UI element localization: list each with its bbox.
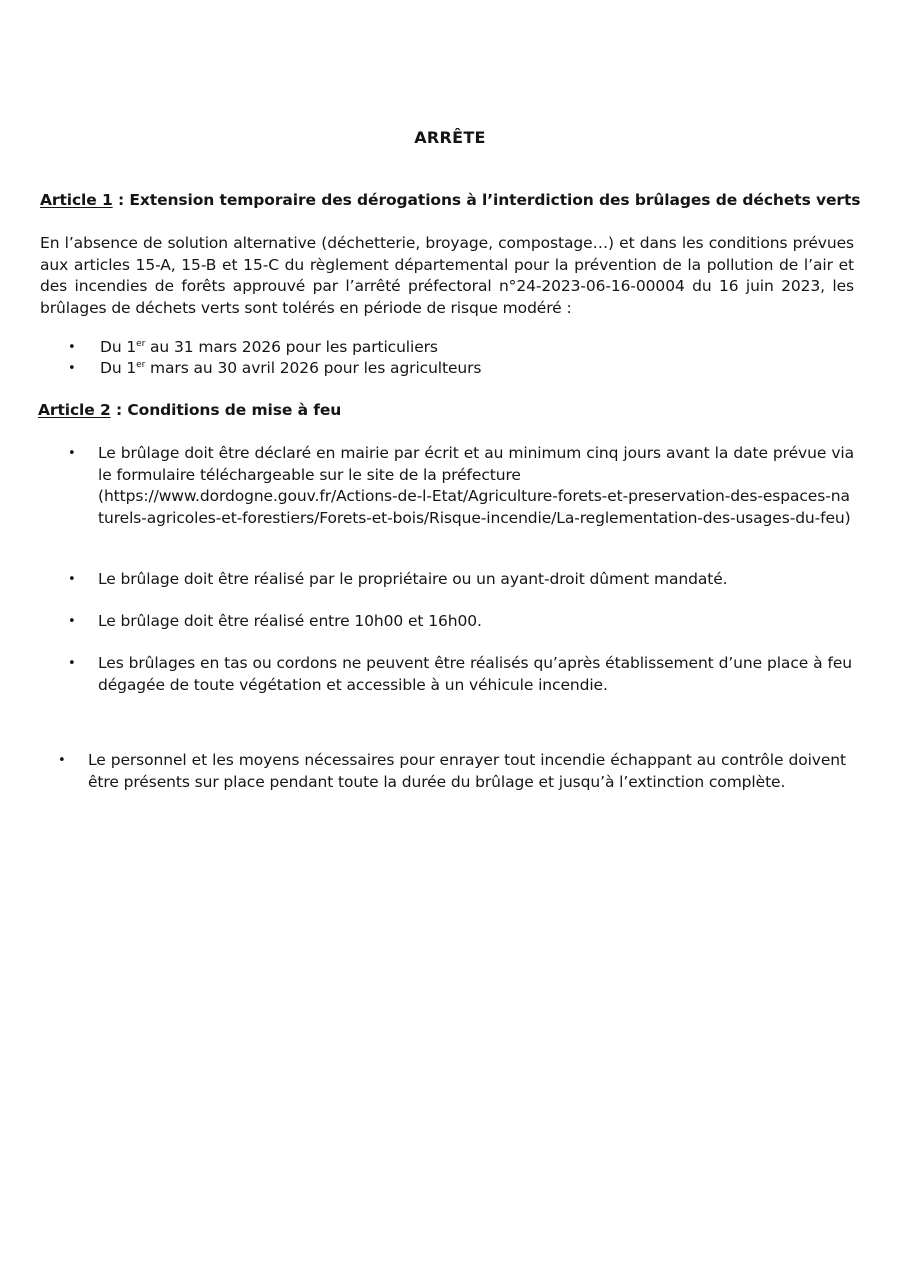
- article-1-separator: :: [112, 191, 130, 209]
- article-1-heading: [40, 191, 860, 209]
- bullet-rest: mars au 30 avril 2026 pour les agriculteurs: [145, 359, 482, 377]
- article-2-separator: :: [110, 401, 128, 419]
- article-2-bullet-fire-place: • Les brûlages en tas ou cordons ne peuvent être réalisés qu’après établissement d’une place à feu dégagée de toute végétation et accessible à un véhicule incendie.: [68, 653, 852, 696]
- bullet-prefix: Du 1: [100, 338, 137, 356]
- article-2-label: Article 2: [38, 401, 111, 419]
- article-1-label: Article 1: [40, 191, 113, 209]
- list-item: [68, 337, 481, 358]
- article-2-title: Conditions de mise à feu: [127, 401, 342, 419]
- article-2-heading: [38, 401, 341, 419]
- article-2-bullet-hours: • Le brûlage doit être réalisé entre 10h00 et 16h00.: [68, 611, 852, 633]
- bullet-prefix: Du 1: [100, 359, 137, 377]
- article-1-title: Extension temporaire des dérogations à l’interdiction des brûlages de déchets verts: [129, 191, 861, 209]
- article-2-bullet-owner: • Le brûlage doit être réalisé par le propriétaire ou un ayant-droit dûment mandaté.: [68, 569, 852, 591]
- article-1-paragraph: En l’absence de solution alternative (déchetterie, broyage, compostage…) et dans les conditions prévues aux articles 15-A, 15-B et 15-C du règlement départemental pour la prévention de la pollution de l’air et des incendies de forêts approuvé par l’arrêté préfectoral n°24-2023-06-16-00004 du 16 juin 2023, les brûlages de déchets verts sont tolérés en période de risque modéré :: [40, 234, 854, 317]
- declaration-text: Le brûlage doit être déclaré en mairie par écrit et au minimum cinq jours avant la date prévue via le formulaire téléchargeable sur le site de la préfecture: [98, 444, 854, 484]
- bullet-sup: er: [136, 339, 146, 349]
- article-2-bullet-declaration: [68, 443, 854, 529]
- bullet-sup: er: [136, 360, 146, 370]
- prefecture-url: (https://www.dordogne.gouv.fr/Actions-de-l-Etat/Agriculture-forets-et-preservation-des-espaces-naturels-agricoles-et-forestiers/Forets-et-bois/Risque-incendie/La-reglementation-des-usages-du-feu): [98, 487, 851, 527]
- article-2-bullet-personnel: • Le personnel et les moyens nécessaires pour enrayer tout incendie échappant au contrôle doivent être présents sur place pendant toute la durée du brûlage et jusqu’à l’extinction complète.: [58, 750, 846, 793]
- list-item: [68, 358, 481, 379]
- article-1-bullet-list: [68, 337, 481, 379]
- bullet-rest: au 31 mars 2026 pour les particuliers: [145, 338, 438, 356]
- document-title: ARRÊTE: [414, 128, 486, 147]
